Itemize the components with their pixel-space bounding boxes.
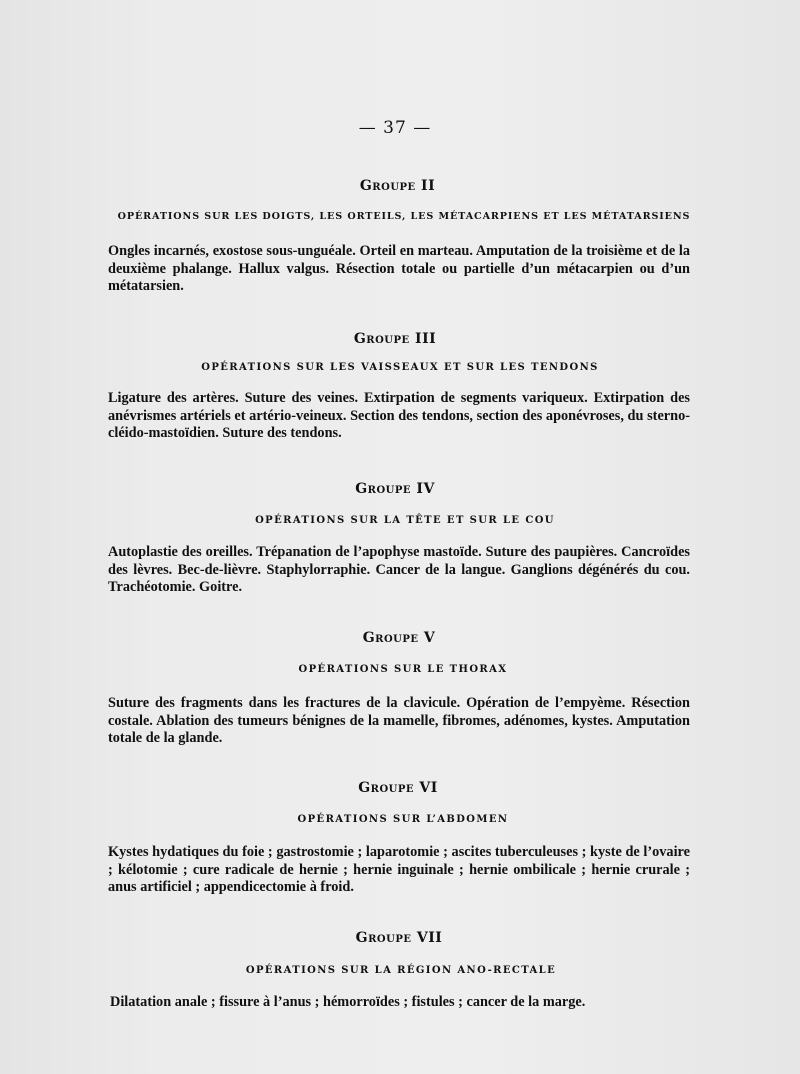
section-title: Groupe VII: [355, 930, 443, 946]
section-groupe-5: [0, 630, 800, 748]
page-number: — 37 —: [358, 118, 432, 138]
section-subtitle: OPÉRATIONS SUR LES DOIGTS, LES ORTEILS, LES MÉTACARPIENS ET LES MÉTATARSIENS: [117, 211, 691, 222]
section-groupe-3: [0, 331, 800, 443]
section-subtitle: OPÉRATIONS SUR LE THORAX: [298, 664, 508, 675]
section-subtitle: OPÉRATIONS SUR L’ABDOMEN: [297, 814, 509, 825]
section-groupe-6: [0, 780, 800, 897]
section-title: Groupe IV: [355, 481, 435, 497]
section-subtitle: OPÉRATIONS SUR LA RÉGION ANO-RECTALE: [245, 965, 557, 976]
section-subtitle: OPÉRATIONS SUR LES VAISSEAUX ET SUR LES TENDONS: [201, 362, 599, 373]
section-title: Groupe II: [359, 178, 436, 194]
section-groupe-7: [0, 930, 800, 1012]
section-text: Ongles incarnés, exostose sous-unguéale. Orteil en marteau. Amputation de la troisième et de la deuxième phalange. Hallux valgus. Résection totale ou partielle d’un métacarpien ou d’un métatarsien.: [108, 243, 690, 294]
section-groupe-2: [0, 178, 800, 296]
section-text: Kystes hydatiques du foie ; gastrostomie ; laparotomie ; ascites tuberculeuses ; kyste de l’ovaire ; kélotomie ; cure radicale de hernie ; hernie inguinale ; hernie ombilicale ; hernie crurale ; anus artificiel ; appendicectomie à froid.: [108, 844, 690, 895]
section-subtitle: OPÉRATIONS SUR LA TÊTE ET SUR LE COU: [255, 515, 555, 526]
section-text: Dilatation anale ; fissure à l’anus ; hémorroïdes ; fistules ; cancer de la marge.: [110, 994, 586, 1010]
section-text: Ligature des artères. Suture des veines. Extirpation de segments variqueux. Extirpation des anévrismes artériels et artério-veineux. Section des tendons, section des aponévroses, du sterno-cléido-mastoïdien. Suture des tendons.: [108, 390, 690, 441]
section-title: Groupe III: [353, 331, 437, 347]
section-groupe-4: [0, 481, 800, 597]
section-text: Autoplastie des oreilles. Trépanation de l’apophyse mastoïde. Suture des paupières. Cancroïdes des lèvres. Bec-de-lièvre. Staphylorraphie. Cancer de la langue. Ganglions dégénérés du cou. Trachéotomie. Goitre.: [108, 544, 690, 595]
section-title: Groupe V: [362, 630, 436, 646]
section-text: Suture des fragments dans les fractures de la clavicule. Opération de l’empyème. Résection costale. Ablation des tumeurs bénignes de la mamelle, fibromes, adénomes, kystes. Amputation totale de la glande.: [108, 695, 690, 746]
section-title: Groupe VI: [358, 780, 438, 796]
